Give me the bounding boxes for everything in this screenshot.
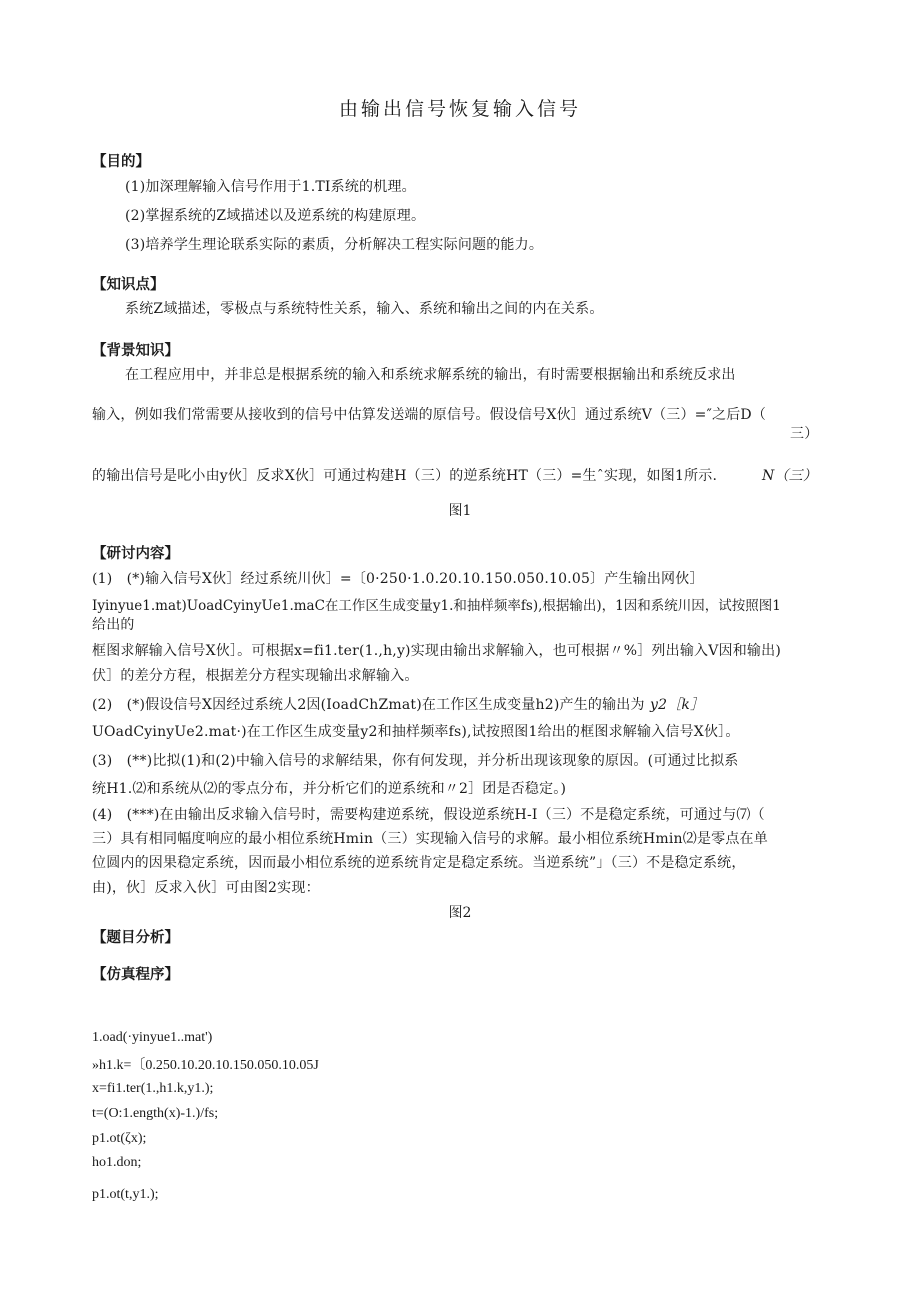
research-line: 伏］的差分方程，根据差分方程实现输出求解输入。 <box>92 668 419 684</box>
figure-2-caption: 图2 <box>448 905 472 921</box>
knowledge-text: 系统Z域描述，零极点与系统特性关系，输入、系统和输出之间的内在关系。 <box>125 301 604 317</box>
research-line: (3) (**)比拟(1)和(2)中输入信号的求解结果，你有何发现，并分析出现该现象的原因。(可通过比拟系 <box>92 753 739 769</box>
background-heading: 【背景知识】 <box>92 343 179 359</box>
figure-1-caption: 图1 <box>448 503 472 519</box>
research-line: Iyinyue1.mat)UoadCyinyUe1.maC在工作区生成变量y1.和抽样频率fs),根据输出)，1因和系统川因，试按照图1 <box>92 598 781 614</box>
research-formula: y2［k］ <box>650 697 705 713</box>
code-line: t=(O:1.ength(x)-1.)/fs; <box>92 1106 219 1121</box>
purpose-item: (3)培养学生理论联系实际的素质，分析解决工程实际问题的能力。 <box>125 237 544 253</box>
research-line: 由)，伙］反求入伙］可由图2实现： <box>92 880 320 896</box>
research-line: (1) (*)输入信号X伙］经过系统川伙］=〔0·250·1.0.20.10.150.050.10.05〕产生输出网伙］ <box>92 571 704 587</box>
purpose-heading: 【目的】 <box>92 154 150 170</box>
background-line: 输入，例如我们常需要从接收到的信号中估算发送端的原信号。假设信号X伙］通过系统V（三）=″之后D（ <box>92 407 767 423</box>
document-title: 由输出信号恢复输入信号 <box>338 98 581 120</box>
research-line: 位圆内的因果稳定系统，因而最小相位系统的逆系统肯定是稳定系统。当逆系统”」（三）不是稳定系统， <box>92 855 746 871</box>
research-line: 框图求解输入信号X伙］。可根据x=fi1.ter(1.,h,y)实现由输出求解输入，也可根据〃%］列出输入V因和输出) <box>92 643 781 659</box>
research-line: (4) (***)在由输出反求输入信号时，需要构建逆系统，假设逆系统H-I（三）不是稳定系统，可通过与⑺（ <box>92 807 765 823</box>
code-line: p1.ot(t,y1.); <box>92 1187 159 1202</box>
analysis-heading: 【题目分析】 <box>92 930 179 946</box>
background-line: 三） <box>790 426 819 442</box>
background-formula: N（三） <box>762 468 818 484</box>
code-line: p1.ot(ζx); <box>92 1131 147 1146</box>
code-line: »h1.k=〔0.250.10.20.10.150.050.10.05J <box>92 1058 319 1073</box>
purpose-item: (1)加深理解输入信号作用于1.TI系统的机理。 <box>125 179 416 195</box>
program-heading: 【仿真程序】 <box>92 967 179 983</box>
research-line: 三）具有相同幅度响应的最小相位系统Hmin（三）实现输入信号的求解。最小相位系统Hmin⑵是零点在单 <box>92 831 768 847</box>
purpose-item: (2)掌握系统的Z域描述以及逆系统的构建原理。 <box>125 208 426 224</box>
research-line: (2) (*)假设信号X因经过系统人2因(IoadChZmat)在工作区生成变量h2)产生的输出为 <box>92 697 645 713</box>
background-line: 在工程应用中，并非总是根据系统的输入和系统求解系统的输出，有时需要根据输出和系统反求出 <box>125 367 736 383</box>
code-line: ho1.don; <box>92 1155 142 1170</box>
background-line: 的输出信号是叱小由y伙］反求X伙］可通过构建H（三）的逆系统HT（三）=生ˆ实现，如图1所示. <box>92 468 718 484</box>
knowledge-heading: 【知识点】 <box>92 277 165 293</box>
research-line: 统H1.⑵和系统从⑵的零点分布，并分析它们的逆系统和〃2］团是否稳定。) <box>92 781 567 797</box>
research-line: UOadCyinyUe2.mat·)在工作区生成变量y2和抽样频率fs),试按照图1给出的框图求解输入信号X伙］。 <box>92 724 740 740</box>
code-line: x=fi1.ter(1.,h1.k,y1.); <box>92 1081 214 1096</box>
research-line: 给出的 <box>92 617 135 633</box>
research-heading: 【研讨内容】 <box>92 546 179 562</box>
code-line: 1.oad(·yinyue1..mat') <box>92 1030 213 1045</box>
